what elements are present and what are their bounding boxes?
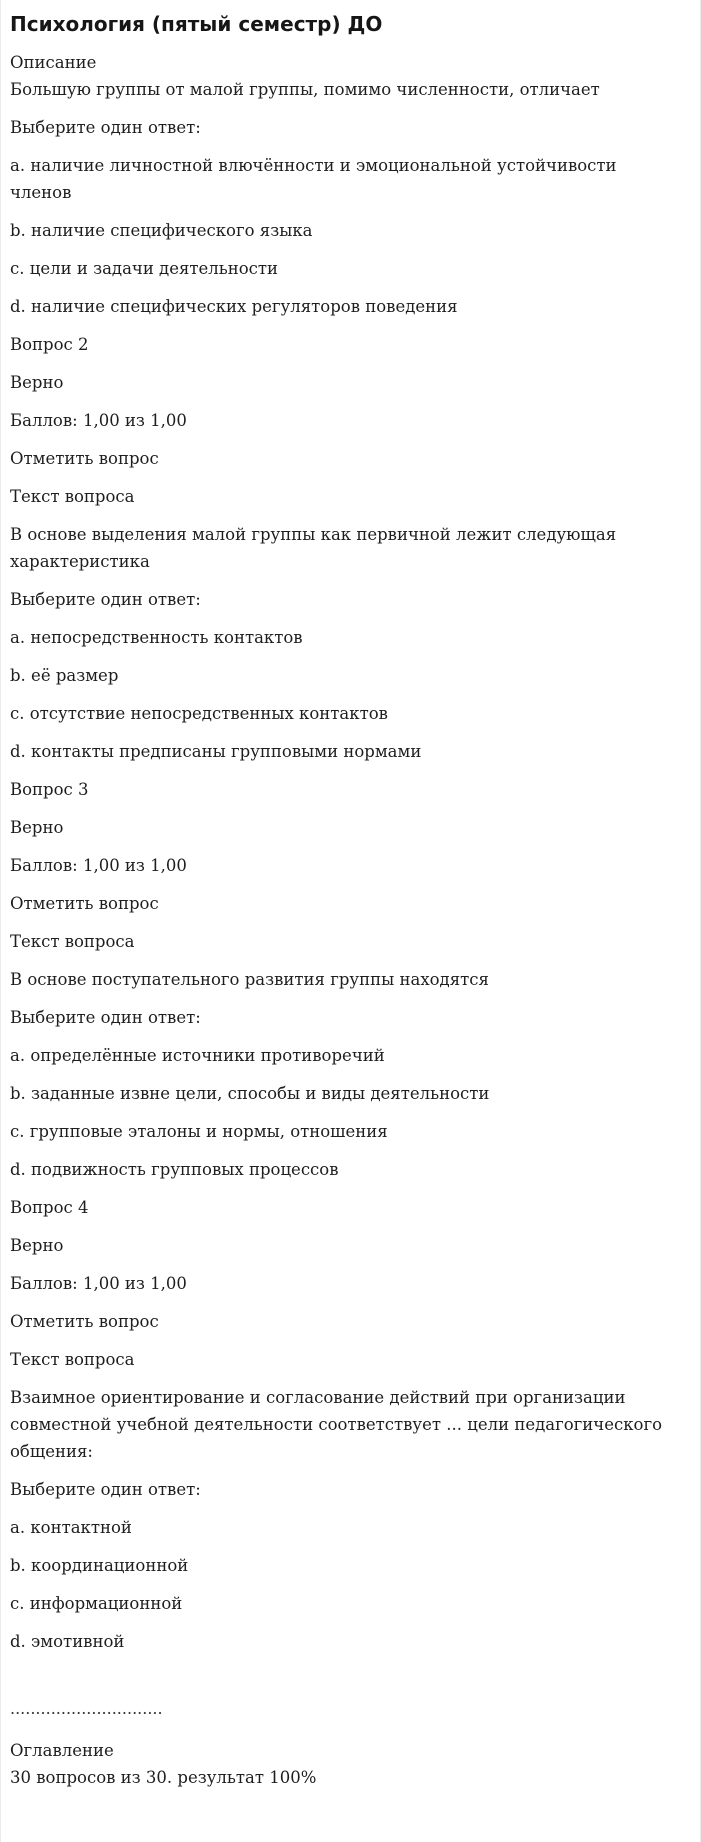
document-content (1, 0, 691, 1791)
answer-option-d[interactable]: d. наличие специфических регуляторов поведения (10, 297, 458, 316)
question-text-label: Текст вопроса (10, 932, 135, 951)
answer-option-a[interactable]: a. определённые источники противоречий (10, 1046, 385, 1065)
answer-option-c[interactable]: c. цели и задачи деятельности (10, 259, 279, 278)
toc-label: Оглавление (10, 1741, 114, 1760)
flag-question-link[interactable]: Отметить вопрос (10, 1312, 159, 1331)
question-text-label: Текст вопроса (10, 487, 135, 506)
question-state: Верно (10, 373, 64, 392)
question-text: Взаимное ориентирование и согласование действий при организации совместной учебной деятельности соответствует ... цели педагогического общения: (10, 1388, 663, 1461)
question-grade: Баллов: 1,00 из 1,00 (10, 856, 187, 875)
answer-prompt: Выберите один ответ: (10, 118, 201, 137)
answer-prompt: Выберите один ответ: (10, 1008, 201, 1027)
question-state: Верно (10, 1236, 64, 1255)
question-2 (10, 331, 683, 765)
result-summary: 30 вопросов из 30. результат 100% (10, 1768, 317, 1787)
answer-option-d[interactable]: d. подвижность групповых процессов (10, 1160, 339, 1179)
question-number: Вопрос 2 (10, 335, 89, 354)
answer-option-b[interactable]: b. её размер (10, 666, 119, 685)
flag-question-link[interactable]: Отметить вопрос (10, 449, 159, 468)
answer-option-a[interactable]: a. контактной (10, 1518, 132, 1537)
answer-option-a[interactable]: a. непосредственность контактов (10, 628, 303, 647)
question-number: Вопрос 3 (10, 780, 89, 799)
answer-option-b[interactable]: b. наличие специфического языка (10, 221, 313, 240)
question-state: Верно (10, 818, 64, 837)
question-text-label: Текст вопроса (10, 1350, 135, 1369)
question-grade: Баллов: 1,00 из 1,00 (10, 1274, 187, 1293)
footer (10, 1737, 683, 1791)
answer-option-d[interactable]: d. эмотивной (10, 1632, 125, 1651)
answer-option-b[interactable]: b. координационной (10, 1556, 189, 1575)
dotted-separator: .............................. (10, 1699, 163, 1718)
description-label: Описание (10, 53, 97, 72)
question-grade: Баллов: 1,00 из 1,00 (10, 411, 187, 430)
answer-prompt: Выберите один ответ: (10, 590, 201, 609)
answer-option-c[interactable]: c. информационной (10, 1594, 183, 1613)
flag-question-link[interactable]: Отметить вопрос (10, 894, 159, 913)
answer-option-a[interactable]: a. наличие личностной влючённости и эмоциональной устойчивости членов (10, 156, 617, 202)
question-3 (10, 776, 683, 1183)
question-text: В основе поступательного развития группы находятся (10, 970, 489, 989)
answer-option-c[interactable]: c. групповые эталоны и нормы, отношения (10, 1122, 388, 1141)
page-title: Психология (пятый семестр) ДО (10, 12, 383, 36)
answer-option-c[interactable]: c. отсутствие непосредственных контактов (10, 704, 388, 723)
question-text: В основе выделения малой группы как первичной лежит следующая характеристика (10, 525, 617, 571)
answer-option-d[interactable]: d. контакты предписаны групповыми нормами (10, 742, 422, 761)
answer-option-b[interactable]: b. заданные извне цели, способы и виды деятельности (10, 1084, 490, 1103)
question-number: Вопрос 4 (10, 1198, 89, 1217)
question-4 (10, 1194, 683, 1655)
question-1 (10, 76, 683, 320)
question-text: Большую группы от малой группы, помимо численности, отличает (10, 80, 600, 99)
answer-prompt: Выберите один ответ: (10, 1480, 201, 1499)
